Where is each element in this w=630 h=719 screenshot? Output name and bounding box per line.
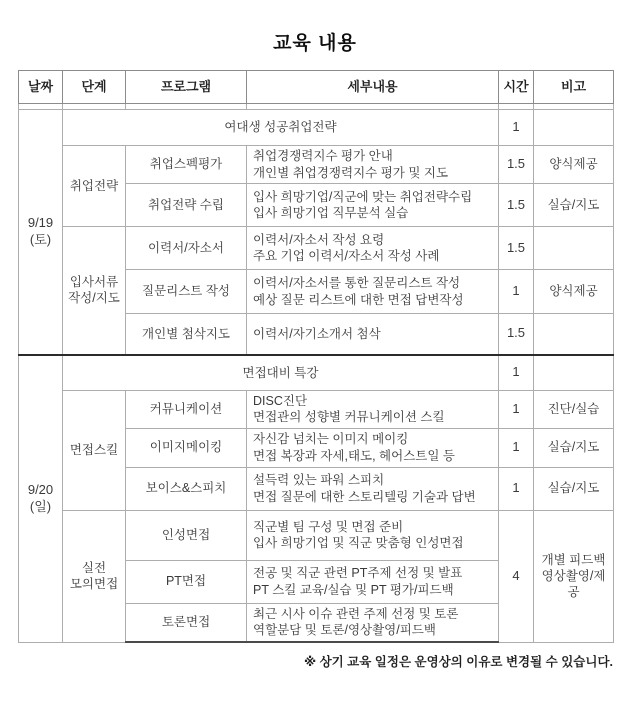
detail-cell [247,270,499,314]
table-row [19,146,614,184]
program-cell: 취업전략 수립 [126,184,247,227]
detail-line: 개인별 취업경쟁력지수 평가 및 지도 [253,165,449,180]
stage-line: 입사서류 [69,275,119,289]
merged-hours-cell: 4 [499,510,534,642]
detail-line: 입사 희망기업/직군에 맞는 취업전략수립 [253,189,473,204]
detail-cell [247,391,499,429]
note-cell: 실습/지도 [534,184,614,227]
table-row [19,510,614,560]
program-cell: 인성면접 [126,510,247,560]
program-cell: 보이스&스피치 [126,467,247,510]
detail-cell [247,227,499,270]
program-cell: 질문리스트 작성 [126,270,247,314]
detail-line: 이력서/자기소개서 첨삭 [253,326,381,341]
detail-line: 설득력 있는 파워 스피치 [253,473,385,488]
date-cell-920 [19,355,63,643]
header-row [19,71,614,104]
detail-line: DISC진단 [253,394,308,408]
hours-cell: 1 [499,355,534,391]
detail-line: 면접 복장과 자세,태도, 헤어스트일 등 [253,448,455,463]
hours-cell: 1.5 [499,146,534,184]
detail-line: 주요 기업 이력서/자소서 작성 사례 [253,249,440,263]
hours-cell: 1 [499,467,534,510]
program-cell: 이력서/자소서 [126,227,247,270]
detail-line: 면접 질문에 대한 스토리텔링 기술과 답변 [253,489,476,504]
note-cell [534,227,614,270]
stage-line: 면접스킬 [69,443,119,458]
date-line: 9/19 [27,214,54,230]
table-row [19,227,614,270]
program-cell: PT면접 [126,560,247,603]
note-cell: 양식제공 [534,270,614,314]
hours-cell: 1.5 [499,314,534,355]
program-cell: 토론면접 [126,603,247,642]
detail-line: 자신감 넘치는 이미지 메이킹 [253,432,409,447]
note-cell: 진단/실습 [534,391,614,429]
education-schedule-table [18,70,614,643]
date-line: (토) [29,231,52,247]
date-line: (일) [29,498,52,514]
hours-cell: 1.5 [499,227,534,270]
detail-line: 입사 희망기업 및 직군 맞춤형 인성면접 [253,536,464,550]
header-detail: 세부내용 [247,71,499,104]
stage-cell [63,391,126,511]
detail-line: 면접관의 성향별 커뮤니케이션 스킬 [253,410,445,425]
detail-cell [247,184,499,227]
stage-cell [63,146,126,227]
detail-line: 입사 희망기업 직무분석 실습 [253,206,409,220]
hours-cell: 1 [499,270,534,314]
hours-cell: 1 [499,391,534,429]
stage-cell [63,227,126,355]
note-cell [534,314,614,355]
detail-cell [247,560,499,603]
note-line: 영상촬영/제공 [541,568,606,600]
stage-line: 취업전략 [69,178,119,193]
header-hours: 시간 [499,71,534,104]
detail-line: PT 스킬 교육/실습 및 PT 평가/피드백 [253,582,454,597]
header-note: 비고 [534,71,614,104]
program-cell: 이미지메이킹 [126,428,247,467]
program-cell: 취업스펙평가 [126,146,247,184]
hours-cell: 1 [499,428,534,467]
detail-line: 최근 시사 이슈 관련 주제 선정 및 토론 [253,607,459,621]
date-cell-919 [19,110,63,355]
detail-line: 예상 질문 리스트에 대한 면접 답변작성 [253,292,464,307]
stage-line: 실전 [81,560,107,575]
schedule-change-footnote: ※ 상기 교육 일정은 운영상의 이유로 변경될 수 있습니다. [303,655,613,669]
table-row [19,110,614,146]
stage-line: 모의면접 [69,577,119,591]
header-program: 프로그램 [126,71,247,104]
detail-cell [247,510,499,560]
detail-line: 이력서/자소서 작성 요령 [253,232,385,247]
hours-cell: 1.5 [499,184,534,227]
note-cell: 양식제공 [534,146,614,184]
special-lecture-cell: 여대생 성공취업전략 [63,110,499,146]
stage-line: 작성/지도 [68,291,120,306]
note-cell [534,355,614,391]
detail-line: 취업경쟁력지수 평가 안내 [253,149,393,164]
note-line: 개별 피드백 [541,552,606,567]
detail-cell [247,146,499,184]
merged-note-cell [534,510,614,642]
program-cell: 커뮤니케이션 [126,391,247,429]
detail-line: 전공 및 직군 관련 PT주제 선정 및 발표 [253,566,463,581]
detail-line: 역할분담 및 토론/영상촬영/피드백 [253,623,436,638]
stage-cell [63,510,126,642]
table-row [19,391,614,429]
hours-cell: 1 [499,110,534,146]
detail-line: 이력서/자소서를 통한 질문리스트 작성 [253,276,461,291]
note-cell: 실습/지도 [534,467,614,510]
date-line: 9/20 [27,481,54,497]
note-cell: 실습/지도 [534,428,614,467]
page-title: 교육 내용 [273,33,357,54]
detail-cell [247,467,499,510]
special-lecture-cell: 면접대비 특강 [63,355,499,391]
detail-cell [247,314,499,355]
detail-line: 직군별 팀 구성 및 면접 준비 [253,519,404,534]
note-cell [534,110,614,146]
detail-cell [247,603,499,642]
program-cell: 개인별 첨삭지도 [126,314,247,355]
header-date: 날짜 [19,71,63,104]
header-stage: 단계 [63,71,126,104]
table-row [19,355,614,391]
detail-cell [247,428,499,467]
